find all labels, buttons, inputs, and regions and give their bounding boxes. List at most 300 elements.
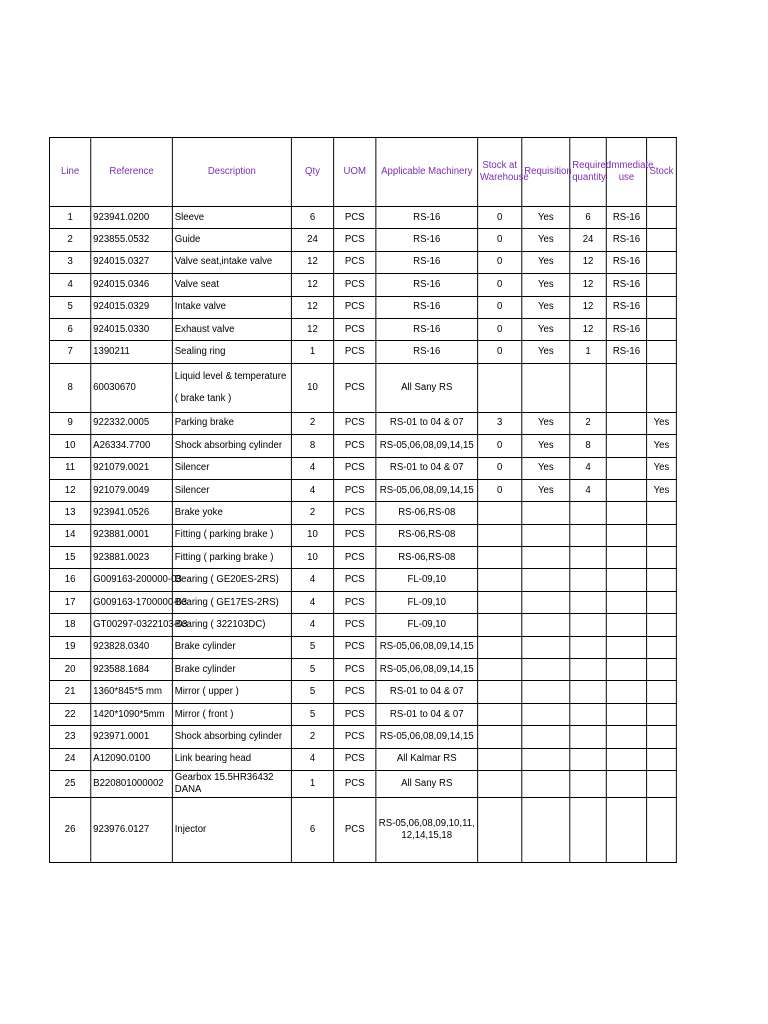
cell-line: 7 <box>49 341 90 363</box>
cell-machinery: RS-05,06,08,09,14,15 <box>376 435 478 457</box>
header-uom: UOM <box>334 138 376 207</box>
cell-stock <box>647 748 677 770</box>
cell-required-quantity: 6 <box>570 207 606 229</box>
cell-requisition: Yes <box>522 207 570 229</box>
cell-description: Silencer <box>172 479 291 501</box>
cell-uom: PCS <box>334 726 376 748</box>
cell-stock-at-warehouse: 3 <box>478 412 522 434</box>
cell-reference: 924015.0327 <box>91 251 173 273</box>
cell-immediate-use <box>606 681 646 703</box>
cell-qty: 5 <box>291 636 333 658</box>
cell-requisition <box>522 547 570 569</box>
cell-machinery: RS-05,06,08,09,14,15 <box>376 726 478 748</box>
cell-immediate-use: RS-16 <box>606 207 646 229</box>
cell-stock <box>647 341 677 363</box>
cell-uom: PCS <box>334 569 376 591</box>
cell-description: Valve seat <box>172 274 291 296</box>
cell-immediate-use: RS-16 <box>606 251 646 273</box>
header-required-quantity: Required quantity <box>570 138 606 207</box>
cell-line: 13 <box>49 502 90 524</box>
cell-immediate-use <box>606 502 646 524</box>
cell-machinery: RS-16 <box>376 296 478 318</box>
cell-stock <box>647 569 677 591</box>
cell-requisition: Yes <box>522 412 570 434</box>
cell-requisition <box>522 703 570 725</box>
cell-description: Intake valve <box>172 296 291 318</box>
cell-reference: 923588.1684 <box>91 659 173 681</box>
cell-required-quantity <box>570 591 606 613</box>
cell-qty: 5 <box>291 703 333 725</box>
cell-stock <box>647 274 677 296</box>
cell-stock-at-warehouse: 0 <box>478 479 522 501</box>
cell-required-quantity <box>570 502 606 524</box>
cell-stock-at-warehouse: 0 <box>478 274 522 296</box>
cell-qty: 2 <box>291 412 333 434</box>
header-description: Description <box>172 138 291 207</box>
table-row <box>49 274 676 296</box>
cell-requisition <box>522 591 570 613</box>
cell-required-quantity: 2 <box>570 412 606 434</box>
cell-stock <box>647 703 677 725</box>
cell-requisition <box>522 726 570 748</box>
cell-qty: 10 <box>291 363 333 412</box>
cell-line: 6 <box>49 318 90 340</box>
cell-reference: 923828.0340 <box>91 636 173 658</box>
cell-reference: 923855.0532 <box>91 229 173 251</box>
cell-line: 16 <box>49 569 90 591</box>
cell-stock-at-warehouse: 0 <box>478 457 522 479</box>
cell-immediate-use <box>606 479 646 501</box>
cell-stock-at-warehouse: 0 <box>478 229 522 251</box>
cell-machinery: RS-06,RS-08 <box>376 502 478 524</box>
cell-description: Brake cylinder <box>172 659 291 681</box>
cell-uom: PCS <box>334 524 376 546</box>
cell-reference: A12090.0100 <box>91 748 173 770</box>
cell-required-quantity: 4 <box>570 457 606 479</box>
cell-stock-at-warehouse <box>478 797 522 862</box>
cell-stock <box>647 659 677 681</box>
table-row <box>49 770 676 797</box>
cell-stock-at-warehouse: 0 <box>478 341 522 363</box>
table-row <box>49 412 676 434</box>
cell-qty: 10 <box>291 524 333 546</box>
cell-machinery: RS-16 <box>376 229 478 251</box>
cell-requisition <box>522 681 570 703</box>
cell-description: Injector <box>172 797 291 862</box>
cell-uom: PCS <box>334 296 376 318</box>
cell-line: 20 <box>49 659 90 681</box>
cell-reference: GT00297-0322103-03 <box>91 614 173 636</box>
cell-uom: PCS <box>334 614 376 636</box>
cell-uom: PCS <box>334 770 376 797</box>
cell-stock-at-warehouse: 0 <box>478 435 522 457</box>
cell-stock <box>647 681 677 703</box>
cell-description: Sleeve <box>172 207 291 229</box>
cell-description: Shock absorbing cylinder <box>172 435 291 457</box>
cell-uom: PCS <box>334 748 376 770</box>
cell-reference: 921079.0021 <box>91 457 173 479</box>
cell-description: Liquid level & temperature ( brake tank ) <box>172 363 291 412</box>
cell-requisition: Yes <box>522 318 570 340</box>
cell-line: 23 <box>49 726 90 748</box>
cell-uom: PCS <box>334 363 376 412</box>
cell-immediate-use <box>606 547 646 569</box>
cell-qty: 12 <box>291 318 333 340</box>
cell-stock-at-warehouse <box>478 363 522 412</box>
table-row <box>49 435 676 457</box>
header-stock-at-warehouse: Stock at Warehouse <box>478 138 522 207</box>
cell-qty: 2 <box>291 726 333 748</box>
cell-uom: PCS <box>334 479 376 501</box>
header-qty: Qty <box>291 138 333 207</box>
cell-description: Fitting ( parking brake ) <box>172 547 291 569</box>
cell-qty: 4 <box>291 748 333 770</box>
cell-stock-at-warehouse <box>478 770 522 797</box>
cell-uom: PCS <box>334 703 376 725</box>
cell-uom: PCS <box>334 318 376 340</box>
cell-reference: 60030670 <box>91 363 173 412</box>
cell-qty: 4 <box>291 614 333 636</box>
cell-required-quantity: 8 <box>570 435 606 457</box>
cell-stock <box>647 726 677 748</box>
cell-stock <box>647 524 677 546</box>
cell-immediate-use <box>606 726 646 748</box>
cell-stock-at-warehouse <box>478 502 522 524</box>
cell-immediate-use: RS-16 <box>606 341 646 363</box>
cell-stock <box>647 318 677 340</box>
cell-line: 21 <box>49 681 90 703</box>
table-row <box>49 614 676 636</box>
cell-requisition <box>522 569 570 591</box>
cell-reference: 924015.0346 <box>91 274 173 296</box>
cell-description: Gearbox 15.5HR36432 DANA <box>172 770 291 797</box>
cell-line: 5 <box>49 296 90 318</box>
header-immediate-use: Immediate use <box>606 138 646 207</box>
cell-stock-at-warehouse <box>478 681 522 703</box>
cell-line: 22 <box>49 703 90 725</box>
cell-description: Bearing ( 322103DC) <box>172 614 291 636</box>
table-row <box>49 797 676 862</box>
cell-required-quantity <box>570 659 606 681</box>
cell-uom: PCS <box>334 547 376 569</box>
cell-qty: 6 <box>291 797 333 862</box>
cell-description: Mirror ( front ) <box>172 703 291 725</box>
cell-description: Mirror ( upper ) <box>172 681 291 703</box>
cell-requisition <box>522 524 570 546</box>
cell-machinery: RS-01 to 04 & 07 <box>376 703 478 725</box>
cell-required-quantity: 4 <box>570 479 606 501</box>
cell-reference: 922332.0005 <box>91 412 173 434</box>
table-row <box>49 363 676 412</box>
cell-uom: PCS <box>334 229 376 251</box>
requisition-table <box>49 137 677 863</box>
cell-machinery: RS-16 <box>376 274 478 296</box>
cell-requisition <box>522 797 570 862</box>
cell-line: 17 <box>49 591 90 613</box>
cell-stock: Yes <box>647 412 677 434</box>
header-machinery: Applicable Machinery <box>376 138 478 207</box>
cell-stock-at-warehouse <box>478 591 522 613</box>
cell-required-quantity: 12 <box>570 296 606 318</box>
cell-line: 8 <box>49 363 90 412</box>
cell-description: Shock absorbing cylinder <box>172 726 291 748</box>
cell-machinery: RS-05,06,08,09,14,15 <box>376 636 478 658</box>
cell-immediate-use <box>606 363 646 412</box>
cell-qty: 4 <box>291 457 333 479</box>
cell-uom: PCS <box>334 636 376 658</box>
cell-qty: 6 <box>291 207 333 229</box>
table-row <box>49 207 676 229</box>
cell-machinery: All Kalmar RS <box>376 748 478 770</box>
table-row <box>49 703 676 725</box>
cell-required-quantity <box>570 681 606 703</box>
table-row <box>49 681 676 703</box>
cell-description: Guide <box>172 229 291 251</box>
cell-required-quantity <box>570 524 606 546</box>
cell-required-quantity <box>570 748 606 770</box>
table-row <box>49 636 676 658</box>
cell-reference: 923941.0526 <box>91 502 173 524</box>
cell-stock-at-warehouse: 0 <box>478 296 522 318</box>
cell-stock-at-warehouse <box>478 748 522 770</box>
header-requisition: Requisition <box>522 138 570 207</box>
cell-qty: 1 <box>291 341 333 363</box>
cell-qty: 2 <box>291 502 333 524</box>
cell-qty: 8 <box>291 435 333 457</box>
cell-reference: 923976.0127 <box>91 797 173 862</box>
cell-stock <box>647 636 677 658</box>
table-row <box>49 318 676 340</box>
cell-machinery: RS-05,06,08,09,14,15 <box>376 479 478 501</box>
cell-machinery: RS-16 <box>376 341 478 363</box>
cell-immediate-use: RS-16 <box>606 274 646 296</box>
cell-description: Link bearing head <box>172 748 291 770</box>
cell-immediate-use <box>606 614 646 636</box>
cell-uom: PCS <box>334 274 376 296</box>
cell-requisition: Yes <box>522 229 570 251</box>
cell-stock-at-warehouse <box>478 614 522 636</box>
cell-required-quantity: 24 <box>570 229 606 251</box>
cell-requisition <box>522 636 570 658</box>
table-body <box>49 207 676 863</box>
cell-requisition: Yes <box>522 435 570 457</box>
cell-immediate-use <box>606 412 646 434</box>
cell-line: 9 <box>49 412 90 434</box>
cell-stock <box>647 251 677 273</box>
cell-requisition <box>522 748 570 770</box>
cell-description: Bearing ( GE20ES-2RS) <box>172 569 291 591</box>
cell-qty: 5 <box>291 681 333 703</box>
cell-required-quantity <box>570 569 606 591</box>
cell-qty: 24 <box>291 229 333 251</box>
cell-reference: 923941.0200 <box>91 207 173 229</box>
cell-description: Parking brake <box>172 412 291 434</box>
table-row <box>49 341 676 363</box>
cell-line: 26 <box>49 797 90 862</box>
cell-qty: 5 <box>291 659 333 681</box>
cell-requisition <box>522 502 570 524</box>
cell-machinery: All Sany RS <box>376 770 478 797</box>
cell-required-quantity <box>570 636 606 658</box>
cell-requisition: Yes <box>522 457 570 479</box>
cell-stock-at-warehouse: 0 <box>478 251 522 273</box>
cell-stock-at-warehouse <box>478 659 522 681</box>
header-reference: Reference <box>91 138 173 207</box>
cell-line: 4 <box>49 274 90 296</box>
cell-machinery: RS-01 to 04 & 07 <box>376 412 478 434</box>
cell-line: 11 <box>49 457 90 479</box>
cell-machinery: RS-05,06,08,09,14,15 <box>376 659 478 681</box>
cell-line: 19 <box>49 636 90 658</box>
cell-stock <box>647 207 677 229</box>
cell-uom: PCS <box>334 797 376 862</box>
table-row <box>49 659 676 681</box>
cell-reference: 1390211 <box>91 341 173 363</box>
cell-machinery: RS-01 to 04 & 07 <box>376 457 478 479</box>
cell-required-quantity: 1 <box>570 341 606 363</box>
cell-reference: B220801000002 <box>91 770 173 797</box>
cell-requisition <box>522 770 570 797</box>
cell-stock <box>647 591 677 613</box>
cell-machinery: RS-16 <box>376 318 478 340</box>
cell-description: Brake yoke <box>172 502 291 524</box>
cell-reference: 1420*1090*5mm <box>91 703 173 725</box>
cell-line: 12 <box>49 479 90 501</box>
cell-required-quantity <box>570 363 606 412</box>
cell-immediate-use <box>606 659 646 681</box>
cell-description: Silencer <box>172 457 291 479</box>
cell-machinery: RS-16 <box>376 251 478 273</box>
cell-description: Bearing ( GE17ES-2RS) <box>172 591 291 613</box>
cell-required-quantity <box>570 770 606 797</box>
cell-uom: PCS <box>334 435 376 457</box>
cell-machinery: RS-06,RS-08 <box>376 547 478 569</box>
cell-immediate-use <box>606 591 646 613</box>
cell-immediate-use <box>606 770 646 797</box>
cell-immediate-use <box>606 703 646 725</box>
cell-reference: G009163-1700000-03 <box>91 591 173 613</box>
cell-uom: PCS <box>334 207 376 229</box>
cell-stock <box>647 770 677 797</box>
cell-line: 18 <box>49 614 90 636</box>
cell-line: 10 <box>49 435 90 457</box>
cell-stock-at-warehouse <box>478 547 522 569</box>
cell-stock-at-warehouse: 0 <box>478 318 522 340</box>
cell-qty: 12 <box>291 251 333 273</box>
cell-stock: Yes <box>647 479 677 501</box>
cell-stock-at-warehouse: 0 <box>478 207 522 229</box>
cell-immediate-use <box>606 435 646 457</box>
cell-requisition <box>522 659 570 681</box>
header-row <box>49 138 676 207</box>
cell-qty: 10 <box>291 547 333 569</box>
cell-stock <box>647 797 677 862</box>
cell-immediate-use <box>606 797 646 862</box>
cell-required-quantity <box>570 703 606 725</box>
cell-machinery: RS-16 <box>376 207 478 229</box>
cell-stock-at-warehouse <box>478 726 522 748</box>
cell-required-quantity: 12 <box>570 318 606 340</box>
cell-stock: Yes <box>647 435 677 457</box>
cell-description: Valve seat,intake valve <box>172 251 291 273</box>
cell-requisition: Yes <box>522 296 570 318</box>
table-row <box>49 502 676 524</box>
table-row <box>49 726 676 748</box>
header-line: Line <box>49 138 90 207</box>
cell-immediate-use <box>606 457 646 479</box>
cell-line: 24 <box>49 748 90 770</box>
cell-description: Sealing ring <box>172 341 291 363</box>
cell-qty: 1 <box>291 770 333 797</box>
cell-uom: PCS <box>334 341 376 363</box>
cell-uom: PCS <box>334 457 376 479</box>
cell-reference: 1360*845*5 mm <box>91 681 173 703</box>
cell-uom: PCS <box>334 591 376 613</box>
cell-stock: Yes <box>647 457 677 479</box>
cell-machinery: FL-09,10 <box>376 591 478 613</box>
table-row <box>49 479 676 501</box>
cell-stock-at-warehouse <box>478 703 522 725</box>
header-stock: Stock <box>647 138 677 207</box>
cell-uom: PCS <box>334 502 376 524</box>
cell-required-quantity <box>570 614 606 636</box>
cell-machinery: RS-01 to 04 & 07 <box>376 681 478 703</box>
cell-immediate-use <box>606 524 646 546</box>
cell-reference: A26334.7700 <box>91 435 173 457</box>
cell-immediate-use: RS-16 <box>606 229 646 251</box>
cell-immediate-use: RS-16 <box>606 296 646 318</box>
cell-stock <box>647 229 677 251</box>
table-row <box>49 251 676 273</box>
cell-qty: 4 <box>291 479 333 501</box>
table-row <box>49 296 676 318</box>
cell-stock <box>647 502 677 524</box>
table-row <box>49 591 676 613</box>
cell-machinery: FL-09,10 <box>376 569 478 591</box>
table-row <box>49 569 676 591</box>
cell-required-quantity: 12 <box>570 251 606 273</box>
cell-reference: 923881.0023 <box>91 547 173 569</box>
table-row <box>49 229 676 251</box>
cell-description: Fitting ( parking brake ) <box>172 524 291 546</box>
cell-uom: PCS <box>334 412 376 434</box>
cell-line: 2 <box>49 229 90 251</box>
cell-qty: 4 <box>291 591 333 613</box>
cell-description: Exhaust valve <box>172 318 291 340</box>
cell-reference: 923881.0001 <box>91 524 173 546</box>
cell-machinery: FL-09,10 <box>376 614 478 636</box>
cell-requisition: Yes <box>522 341 570 363</box>
table-row <box>49 748 676 770</box>
cell-stock <box>647 547 677 569</box>
cell-requisition: Yes <box>522 274 570 296</box>
cell-line: 3 <box>49 251 90 273</box>
table-row <box>49 457 676 479</box>
cell-stock-at-warehouse <box>478 636 522 658</box>
cell-required-quantity: 12 <box>570 274 606 296</box>
cell-qty: 12 <box>291 296 333 318</box>
cell-requisition: Yes <box>522 479 570 501</box>
cell-immediate-use <box>606 748 646 770</box>
cell-uom: PCS <box>334 251 376 273</box>
cell-requisition: Yes <box>522 251 570 273</box>
cell-stock-at-warehouse <box>478 569 522 591</box>
cell-stock <box>647 614 677 636</box>
cell-stock <box>647 296 677 318</box>
cell-requisition <box>522 614 570 636</box>
cell-description: Brake cylinder <box>172 636 291 658</box>
cell-reference: G009163-200000-03 <box>91 569 173 591</box>
